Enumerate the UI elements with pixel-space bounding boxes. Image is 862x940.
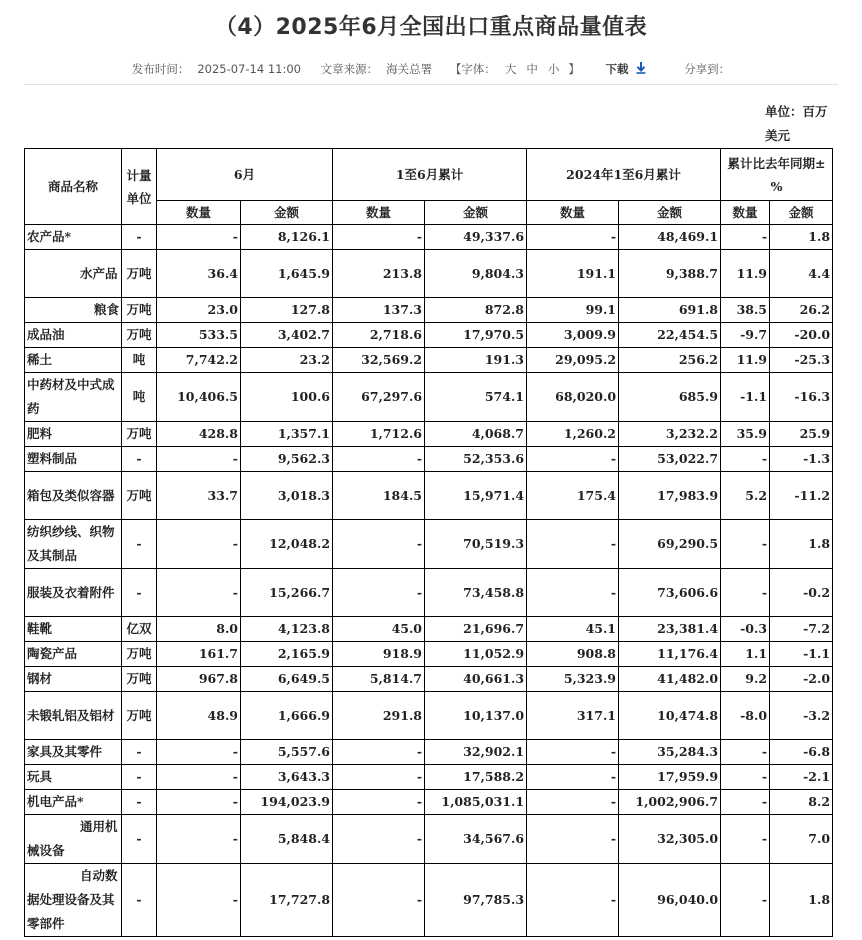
row-unit: - [122, 765, 157, 790]
row-name: 农产品* [25, 225, 122, 250]
cell-cum-amt: 73,458.8 [425, 569, 527, 617]
cell-yoy-amt: 1.8 [770, 225, 833, 250]
cell-cum-amt: 70,519.3 [425, 520, 527, 569]
row-name: 水产品 [25, 250, 122, 298]
cell-cum-qty: - [333, 815, 425, 864]
table-row [25, 569, 833, 617]
cell-june-qty: - [157, 569, 241, 617]
row-unit: 万吨 [122, 642, 157, 667]
publish-label: 发布时间： [131, 62, 190, 76]
row-name: 陶瓷产品 [25, 642, 122, 667]
cell-june-qty: 10,406.5 [157, 373, 241, 422]
cell-prev-amt: 32,305.0 [619, 815, 721, 864]
cell-yoy-qty: 1.1 [721, 642, 770, 667]
cell-prev-qty: 191.1 [527, 250, 619, 298]
cell-prev-qty: - [527, 225, 619, 250]
cell-cum-amt: 872.8 [425, 298, 527, 323]
cell-cum-qty: 67,297.6 [333, 373, 425, 422]
cell-prev-qty: - [527, 790, 619, 815]
row-name: 钢材 [25, 667, 122, 692]
col-header-qty: 数量 [527, 201, 619, 225]
cell-prev-amt: 73,606.6 [619, 569, 721, 617]
cell-cum-amt: 11,052.9 [425, 642, 527, 667]
cell-june-qty: - [157, 790, 241, 815]
cell-yoy-amt: -2.1 [770, 765, 833, 790]
cell-yoy-amt: -20.0 [770, 323, 833, 348]
cell-june-qty: 428.8 [157, 422, 241, 447]
cell-yoy-qty: - [721, 864, 770, 937]
cell-cum-amt: 49,337.6 [425, 225, 527, 250]
row-name: 箱包及类似容器 [25, 472, 122, 520]
cell-yoy-qty: 9.2 [721, 667, 770, 692]
table-row [25, 348, 833, 373]
cell-june-qty: - [157, 520, 241, 569]
cell-prev-amt: 41,482.0 [619, 667, 721, 692]
cell-prev-qty: 175.4 [527, 472, 619, 520]
cell-june-amt: 6,649.5 [241, 667, 333, 692]
col-header-cum: 1至6月累计 [333, 149, 527, 201]
row-unit: - [122, 225, 157, 250]
cell-june-amt: 1,666.9 [241, 692, 333, 740]
cell-june-qty: - [157, 815, 241, 864]
cell-june-amt: 5,557.6 [241, 740, 333, 765]
cell-cum-qty: 45.0 [333, 617, 425, 642]
cell-june-qty: 8.0 [157, 617, 241, 642]
cell-june-qty: 36.4 [157, 250, 241, 298]
cell-yoy-amt: -16.3 [770, 373, 833, 422]
cell-june-amt: 4,123.8 [241, 617, 333, 642]
download-label: 下载 [605, 62, 629, 76]
cell-yoy-qty: - [721, 447, 770, 472]
cell-prev-amt: 685.9 [619, 373, 721, 422]
cell-prev-amt: 22,454.5 [619, 323, 721, 348]
cell-cum-qty: - [333, 765, 425, 790]
cell-prev-amt: 9,388.7 [619, 250, 721, 298]
font-small-button[interactable]: 小 [547, 62, 560, 76]
cell-yoy-qty: -8.0 [721, 692, 770, 740]
cell-june-amt: 2,165.9 [241, 642, 333, 667]
cell-cum-qty: 5,814.7 [333, 667, 425, 692]
cell-prev-qty: - [527, 815, 619, 864]
col-header-amt: 金额 [241, 201, 333, 225]
cell-yoy-amt: -1.3 [770, 447, 833, 472]
cell-cum-amt: 17,588.2 [425, 765, 527, 790]
cell-prev-qty: - [527, 569, 619, 617]
table-row [25, 667, 833, 692]
cell-cum-qty: 1,712.6 [333, 422, 425, 447]
row-name: 塑料制品 [25, 447, 122, 472]
row-unit: - [122, 790, 157, 815]
cell-prev-amt: 69,290.5 [619, 520, 721, 569]
col-header-amt: 金额 [425, 201, 527, 225]
cell-june-amt: 5,848.4 [241, 815, 333, 864]
cell-cum-qty: - [333, 864, 425, 937]
cell-prev-qty: - [527, 864, 619, 937]
row-name: 机电产品* [25, 790, 122, 815]
row-unit: - [122, 740, 157, 765]
cell-june-amt: 1,357.1 [241, 422, 333, 447]
page-title: （4）2025年6月全国出口重点商品量值表 [214, 15, 648, 40]
row-name: 稀土 [25, 348, 122, 373]
cell-cum-qty: 32,569.2 [333, 348, 425, 373]
cell-cum-amt: 9,804.3 [425, 250, 527, 298]
cell-prev-amt: 17,959.9 [619, 765, 721, 790]
cell-yoy-qty: - [721, 765, 770, 790]
table-row [25, 815, 833, 864]
row-unit: 万吨 [122, 667, 157, 692]
cell-yoy-amt: 7.0 [770, 815, 833, 864]
cell-june-qty: - [157, 740, 241, 765]
row-name: 自动数据处理设备及其零部件 [25, 864, 122, 937]
cell-yoy-amt: 1.8 [770, 864, 833, 937]
row-unit: - [122, 569, 157, 617]
font-size-close: 】 [568, 62, 580, 76]
cell-yoy-amt: -3.2 [770, 692, 833, 740]
row-name: 纺织纱线、织物及其制品 [25, 520, 122, 569]
cell-cum-qty: 2,718.6 [333, 323, 425, 348]
cell-yoy-amt: -11.2 [770, 472, 833, 520]
cell-cum-qty: 291.8 [333, 692, 425, 740]
cell-prev-qty: 5,323.9 [527, 667, 619, 692]
table-row [25, 472, 833, 520]
cell-june-amt: 127.8 [241, 298, 333, 323]
cell-prev-amt: 96,040.0 [619, 864, 721, 937]
cell-prev-amt: 35,284.3 [619, 740, 721, 765]
cell-cum-qty: 918.9 [333, 642, 425, 667]
cell-yoy-qty: - [721, 520, 770, 569]
row-unit: - [122, 447, 157, 472]
cell-yoy-qty: 11.9 [721, 250, 770, 298]
cell-cum-amt: 1,085,031.1 [425, 790, 527, 815]
col-header-cum-prev: 2024年1至6月累计 [527, 149, 721, 201]
cell-june-amt: 194,023.9 [241, 790, 333, 815]
col-header-amt: 金额 [619, 201, 721, 225]
row-name: 粮食 [25, 298, 122, 323]
cell-cum-amt: 34,567.6 [425, 815, 527, 864]
download-icon [636, 62, 646, 76]
cell-prev-qty: 29,095.2 [527, 348, 619, 373]
cell-cum-amt: 40,661.3 [425, 667, 527, 692]
cell-june-amt: 15,266.7 [241, 569, 333, 617]
cell-prev-qty: 317.1 [527, 692, 619, 740]
cell-yoy-amt: 25.9 [770, 422, 833, 447]
row-unit: 万吨 [122, 692, 157, 740]
cell-prev-amt: 53,022.7 [619, 447, 721, 472]
row-unit: 亿双 [122, 617, 157, 642]
cell-prev-amt: 691.8 [619, 298, 721, 323]
cell-cum-amt: 10,137.0 [425, 692, 527, 740]
cell-cum-qty: - [333, 790, 425, 815]
cell-cum-qty: 213.8 [333, 250, 425, 298]
cell-june-amt: 3,402.7 [241, 323, 333, 348]
cell-prev-qty: 3,009.9 [527, 323, 619, 348]
row-unit: 吨 [122, 373, 157, 422]
font-large-button[interactable]: 大 [504, 62, 517, 76]
cell-june-amt: 8,126.1 [241, 225, 333, 250]
col-header-name: 商品名称 [25, 149, 122, 225]
cell-june-amt: 1,645.9 [241, 250, 333, 298]
table-row [25, 740, 833, 765]
cell-cum-qty: 184.5 [333, 472, 425, 520]
row-unit: 万吨 [122, 323, 157, 348]
col-header-unit: 计量单位 [122, 149, 157, 225]
cell-yoy-qty: -9.7 [721, 323, 770, 348]
cell-prev-amt: 17,983.9 [619, 472, 721, 520]
cell-prev-qty: - [527, 520, 619, 569]
row-name: 服装及衣着附件 [25, 569, 122, 617]
font-medium-button[interactable]: 中 [526, 62, 538, 76]
col-header-june: 6月 [157, 149, 333, 201]
cell-yoy-qty: 5.2 [721, 472, 770, 520]
cell-june-amt: 100.6 [241, 373, 333, 422]
table-row [25, 373, 833, 422]
cell-june-qty: - [157, 765, 241, 790]
cell-cum-qty: - [333, 225, 425, 250]
cell-cum-amt: 191.3 [425, 348, 527, 373]
table-row [25, 447, 833, 472]
cell-prev-qty: 99.1 [527, 298, 619, 323]
col-header-qty: 数量 [721, 201, 770, 225]
cell-cum-amt: 15,971.4 [425, 472, 527, 520]
table-row [25, 642, 833, 667]
cell-prev-qty: 68,020.0 [527, 373, 619, 422]
col-header-qty: 数量 [157, 201, 241, 225]
row-unit: - [122, 864, 157, 937]
cell-june-qty: 967.8 [157, 667, 241, 692]
cell-yoy-amt: -25.3 [770, 348, 833, 373]
cell-june-qty: 33.7 [157, 472, 241, 520]
cell-prev-qty: - [527, 447, 619, 472]
cell-yoy-amt: 4.4 [770, 250, 833, 298]
row-name: 家具及其零件 [25, 740, 122, 765]
cell-prev-qty: 1,260.2 [527, 422, 619, 447]
table-row [25, 617, 833, 642]
cell-yoy-amt: -7.2 [770, 617, 833, 642]
row-unit: 万吨 [122, 472, 157, 520]
cell-prev-amt: 23,381.4 [619, 617, 721, 642]
cell-yoy-qty: - [721, 790, 770, 815]
cell-june-qty: 48.9 [157, 692, 241, 740]
row-name: 成品油 [25, 323, 122, 348]
cell-prev-amt: 10,474.8 [619, 692, 721, 740]
cell-yoy-qty: -1.1 [721, 373, 770, 422]
cell-prev-qty: - [527, 765, 619, 790]
row-unit: 万吨 [122, 422, 157, 447]
row-unit: 万吨 [122, 250, 157, 298]
cell-prev-qty: 45.1 [527, 617, 619, 642]
cell-prev-amt: 3,232.2 [619, 422, 721, 447]
cell-yoy-qty: 38.5 [721, 298, 770, 323]
cell-cum-qty: - [333, 740, 425, 765]
cell-june-qty: - [157, 225, 241, 250]
table-row [25, 765, 833, 790]
cell-cum-qty: - [333, 520, 425, 569]
unit-note: 单位：百万美元 [765, 104, 828, 143]
cell-yoy-amt: -6.8 [770, 740, 833, 765]
cell-yoy-amt: -0.2 [770, 569, 833, 617]
col-header-qty: 数量 [333, 201, 425, 225]
row-unit: - [122, 815, 157, 864]
table-row [25, 864, 833, 937]
source-name: 海关总署 [386, 62, 433, 76]
table-row [25, 225, 833, 250]
table-row [25, 323, 833, 348]
cell-june-qty: - [157, 447, 241, 472]
publish-time: 2025-07-14 11:00 [197, 62, 301, 76]
watermark [144, 109, 169, 151]
table-body [25, 225, 833, 937]
table-row [25, 790, 833, 815]
row-name: 玩具 [25, 765, 122, 790]
cell-june-amt: 17,727.8 [241, 864, 333, 937]
source-label: 文章来源： [320, 62, 379, 76]
cell-yoy-amt: -2.0 [770, 667, 833, 692]
cell-prev-amt: 1,002,906.7 [619, 790, 721, 815]
font-size-label: 【字体： [449, 62, 496, 76]
row-unit: 万吨 [122, 298, 157, 323]
row-unit: 吨 [122, 348, 157, 373]
cell-cum-qty: - [333, 569, 425, 617]
cell-prev-qty: - [527, 740, 619, 765]
cell-cum-qty: - [333, 447, 425, 472]
cell-yoy-qty: - [721, 740, 770, 765]
col-header-amt: 金额 [770, 201, 833, 225]
row-name: 通用机械设备 [25, 815, 122, 864]
cell-yoy-qty: - [721, 569, 770, 617]
cell-yoy-qty: 35.9 [721, 422, 770, 447]
cell-cum-amt: 97,785.3 [425, 864, 527, 937]
row-name: 肥料 [25, 422, 122, 447]
cell-yoy-amt: 8.2 [770, 790, 833, 815]
export-commodity-table [24, 148, 833, 937]
cell-cum-amt: 574.1 [425, 373, 527, 422]
download-button[interactable] [601, 62, 650, 76]
row-name: 中药材及中式成药 [25, 373, 122, 422]
table-row [25, 250, 833, 298]
row-unit: - [122, 520, 157, 569]
cell-cum-amt: 4,068.7 [425, 422, 527, 447]
cell-yoy-amt: 26.2 [770, 298, 833, 323]
cell-prev-amt: 256.2 [619, 348, 721, 373]
row-name: 未锻轧铝及铝材 [25, 692, 122, 740]
cell-yoy-qty: - [721, 225, 770, 250]
cell-june-qty: - [157, 864, 241, 937]
cell-cum-amt: 32,902.1 [425, 740, 527, 765]
cell-cum-amt: 21,696.7 [425, 617, 527, 642]
col-header-yoy: 累计比去年同期±% [721, 149, 833, 201]
cell-june-amt: 12,048.2 [241, 520, 333, 569]
cell-yoy-qty: 11.9 [721, 348, 770, 373]
cell-june-amt: 3,018.3 [241, 472, 333, 520]
cell-cum-amt: 52,353.6 [425, 447, 527, 472]
cell-june-qty: 7,742.2 [157, 348, 241, 373]
cell-june-amt: 3,643.3 [241, 765, 333, 790]
cell-prev-amt: 11,176.4 [619, 642, 721, 667]
share-label: 分享到： [684, 62, 731, 76]
cell-yoy-qty: - [721, 815, 770, 864]
row-name: 鞋靴 [25, 617, 122, 642]
cell-yoy-amt: 1.8 [770, 520, 833, 569]
cell-june-qty: 23.0 [157, 298, 241, 323]
header-divider [24, 84, 838, 85]
table-row [25, 298, 833, 323]
cell-cum-qty: 137.3 [333, 298, 425, 323]
table-row [25, 692, 833, 740]
table-row [25, 422, 833, 447]
cell-prev-amt: 48,469.1 [619, 225, 721, 250]
cell-june-amt: 9,562.3 [241, 447, 333, 472]
cell-yoy-qty: -0.3 [721, 617, 770, 642]
cell-june-qty: 533.5 [157, 323, 241, 348]
cell-june-amt: 23.2 [241, 348, 333, 373]
cell-june-qty: 161.7 [157, 642, 241, 667]
cell-cum-amt: 17,970.5 [425, 323, 527, 348]
cell-prev-qty: 908.8 [527, 642, 619, 667]
table-row [25, 520, 833, 569]
article-meta [0, 61, 862, 77]
cell-yoy-amt: -1.1 [770, 642, 833, 667]
